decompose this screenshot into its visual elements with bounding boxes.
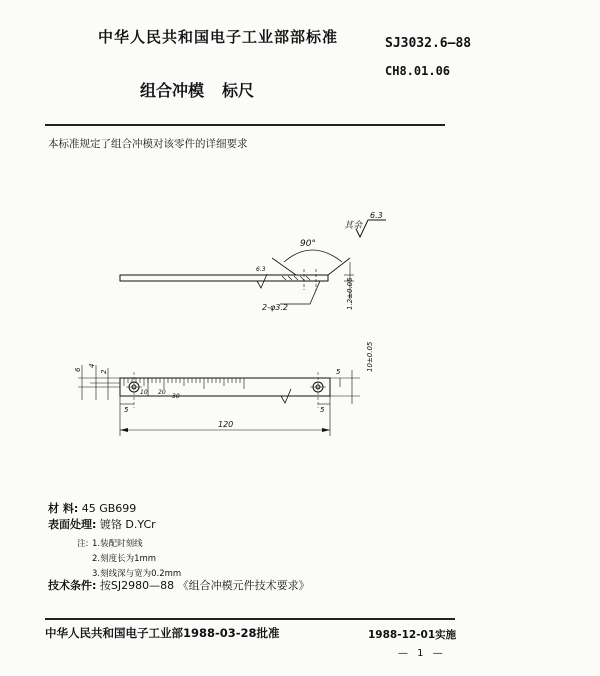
- standard-code: SJ3032.6—88: [385, 36, 472, 51]
- footer-divider: [45, 618, 455, 620]
- tech-label: 技术条件:: [48, 579, 97, 592]
- material-value: 45 GB699: [81, 502, 137, 515]
- roughness-value: 6.3: [370, 211, 383, 220]
- dim-6: 6: [74, 367, 82, 372]
- side-view-bar: [120, 275, 328, 281]
- surface-treatment-row: [48, 516, 156, 532]
- note-item: 1.装配时刻线: [92, 539, 143, 549]
- tech-value: 按SJ2980—88 《组合冲模元件技术要求》: [99, 579, 310, 592]
- thickness-dimension: 1.2±0.05: [346, 277, 354, 310]
- angle-arc: [284, 250, 342, 262]
- note-item: 3.刻线深与宽为0.2mm: [92, 569, 182, 579]
- dim-5-right: 5: [336, 368, 341, 376]
- surface-label: 表面处理:: [48, 518, 97, 531]
- note-item: 2.刻度长为1mm: [92, 554, 157, 564]
- material-row: [48, 500, 136, 516]
- scale-label-30: 30: [172, 393, 180, 400]
- length-dimension: 120: [218, 420, 234, 429]
- document-title: 组合冲模: [140, 81, 205, 100]
- scale-ticks: [124, 378, 244, 389]
- effective-date: 1988-12-01实施: [368, 629, 457, 641]
- roughness-label: 其余: [344, 221, 363, 231]
- hole-callout: 2-φ3.2: [262, 303, 288, 312]
- page-number: — 1 —: [398, 648, 446, 659]
- dim-5-bottom: 5: [320, 406, 325, 414]
- surface-value: 镀铬 D.YCr: [99, 518, 156, 531]
- roughness-small-value: 6.3: [256, 266, 266, 273]
- document-subtitle: 标尺: [222, 81, 255, 100]
- top-view-bar: [120, 378, 330, 396]
- height-dimension: 10±0.05: [366, 341, 374, 372]
- dim-4: 4: [88, 363, 96, 368]
- material-label: 材 料:: [48, 502, 79, 515]
- technical-conditions-row: [48, 577, 310, 593]
- alternate-code: CH8.01.06: [385, 64, 451, 78]
- angle-label: 90°: [300, 239, 316, 249]
- dim-5-left: 5: [124, 406, 129, 414]
- approval-statement: 中华人民共和国电子工业部1988-03-28批准: [45, 626, 280, 640]
- ministry-standard-heading: 中华人民共和国电子工业部部标准: [98, 28, 339, 46]
- scale-label-10: 10: [140, 389, 148, 396]
- dim-2: 2: [100, 369, 108, 374]
- scale-label-20: 20: [158, 389, 166, 396]
- notes-heading: 注:: [77, 539, 89, 549]
- intro-text: 本标准规定了组合冲模对该零件的详细要求: [48, 138, 248, 150]
